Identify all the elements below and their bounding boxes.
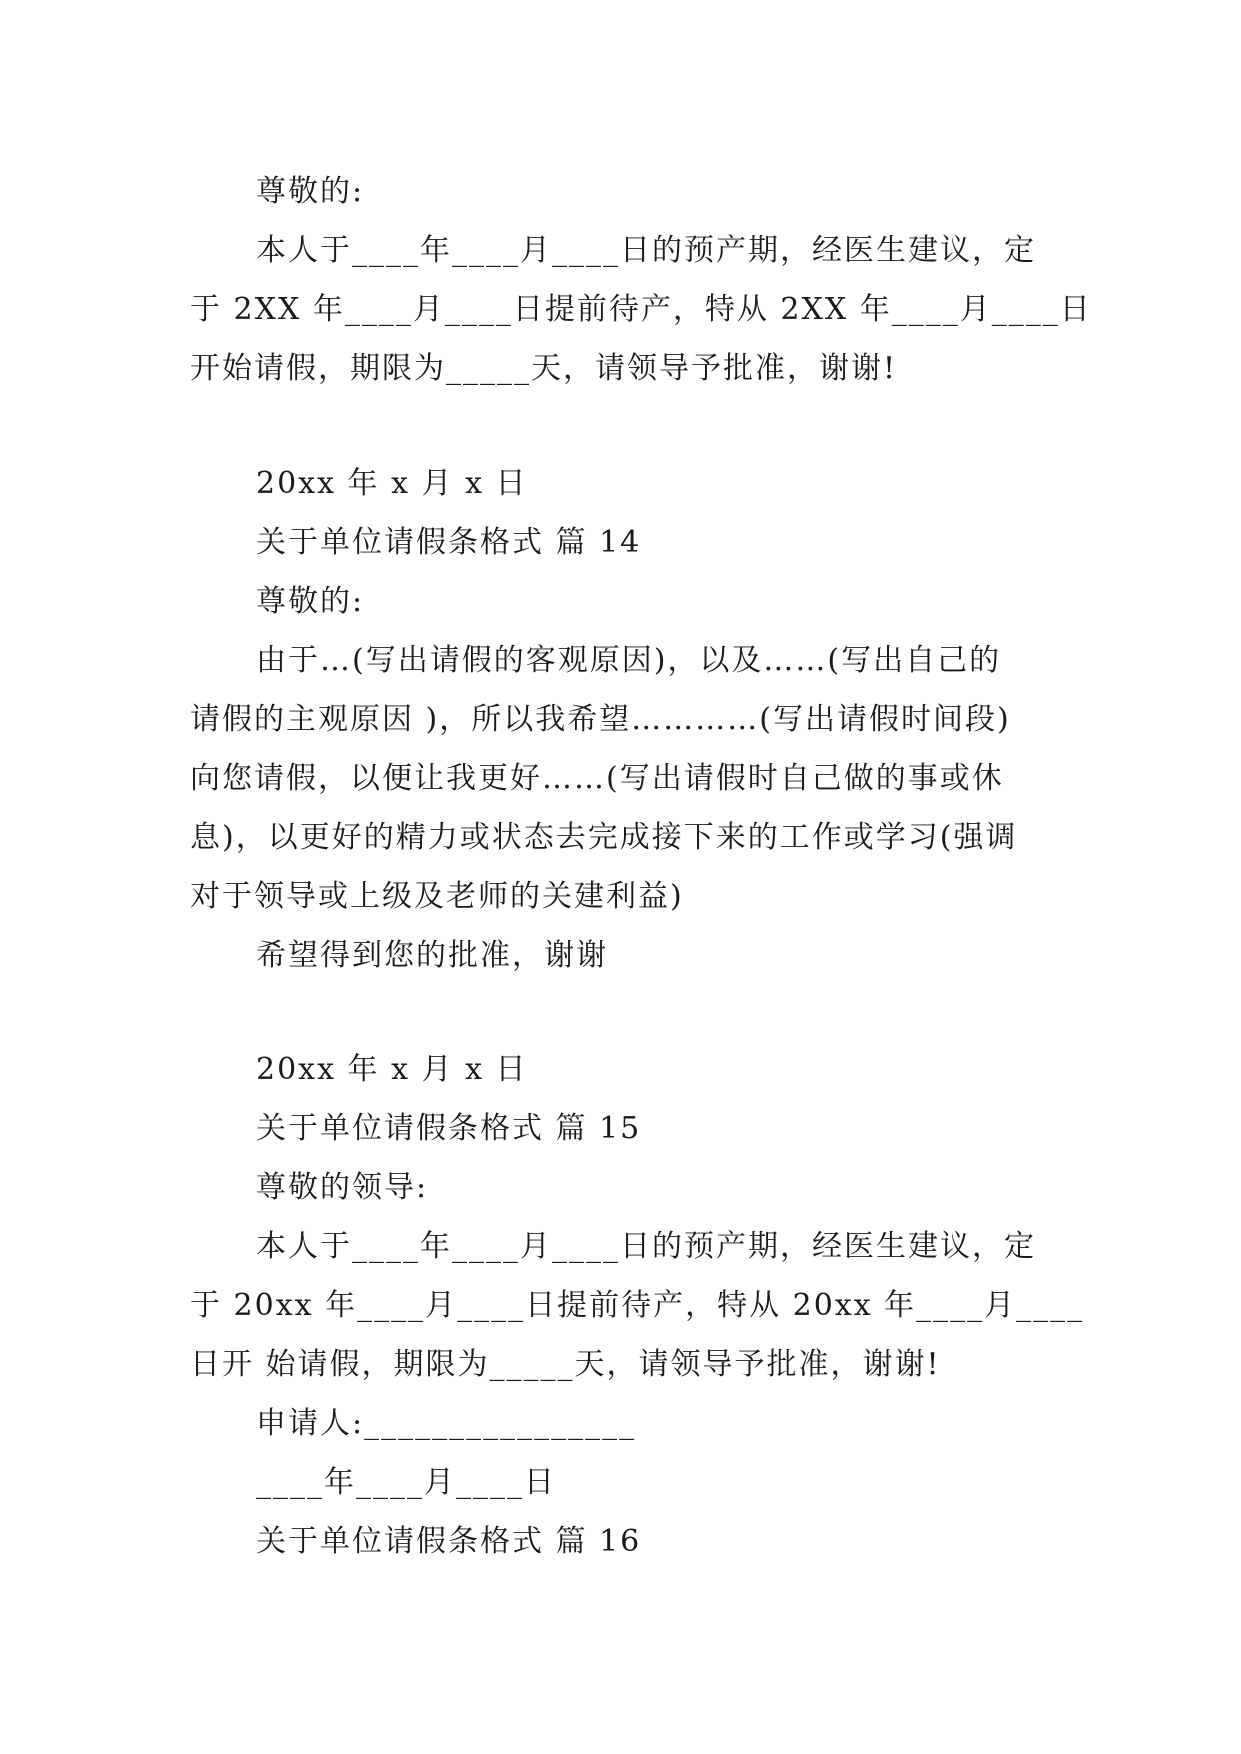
salutation: 尊敬的: [256, 584, 365, 619]
closing-text: 希望得到您的批准，谢谢 [256, 938, 608, 973]
body-text: 本人于____年____月____日的预产期，经医生建议，定 [256, 233, 1036, 268]
section-heading: 关于单位请假条格式 篇 16 [256, 1524, 642, 1559]
section-leave-request-14 [190, 454, 1070, 985]
body-text: 向您请假，以便让我更好……(写出请假时自己做的事或休 [190, 761, 1004, 796]
section-heading: 关于单位请假条格式 篇 15 [256, 1111, 642, 1146]
body-text: 日开 始请假，期限为_____天，请领导予批准，谢谢! [190, 1347, 941, 1382]
body-text: 本人于____年____月____日的预产期，经医生建议，定 [256, 1229, 1036, 1264]
section-leave-request-15 [190, 1040, 1085, 1571]
body-text: 开始请假，期限为_____天，请领导予批准，谢谢! [190, 351, 898, 386]
section-leave-request-1 [190, 162, 1092, 398]
salutation: 尊敬的: [256, 174, 365, 209]
section-heading: 关于单位请假条格式 篇 14 [256, 525, 642, 560]
body-text: 由于…(写出请假的客观原因)，以及……(写出自己的 [256, 643, 1002, 678]
body-text: 对于领导或上级及老师的关建利益) [190, 879, 684, 914]
salutation: 尊敬的领导: [256, 1170, 429, 1205]
body-text: 于 2XX 年____月____日提前待产，特从 2XX 年____月____日 [190, 292, 1092, 327]
date-line: 20xx 年 x 月 x 日 [256, 1052, 528, 1087]
date-blank-line: ____年____月____日 [256, 1465, 556, 1500]
applicant-line: 申请人:________________ [256, 1406, 637, 1441]
date-line: 20xx 年 x 月 x 日 [256, 466, 528, 501]
body-text: 于 20xx 年____月____日提前待产，特从 20xx 年____月____ [190, 1288, 1085, 1323]
body-text: 息)，以更好的精力或状态去完成接下来的工作或学习(强调 [190, 820, 1018, 855]
body-text: 请假的主观原因 )，所以我希望…………(写出请假时间段) [190, 702, 1011, 737]
